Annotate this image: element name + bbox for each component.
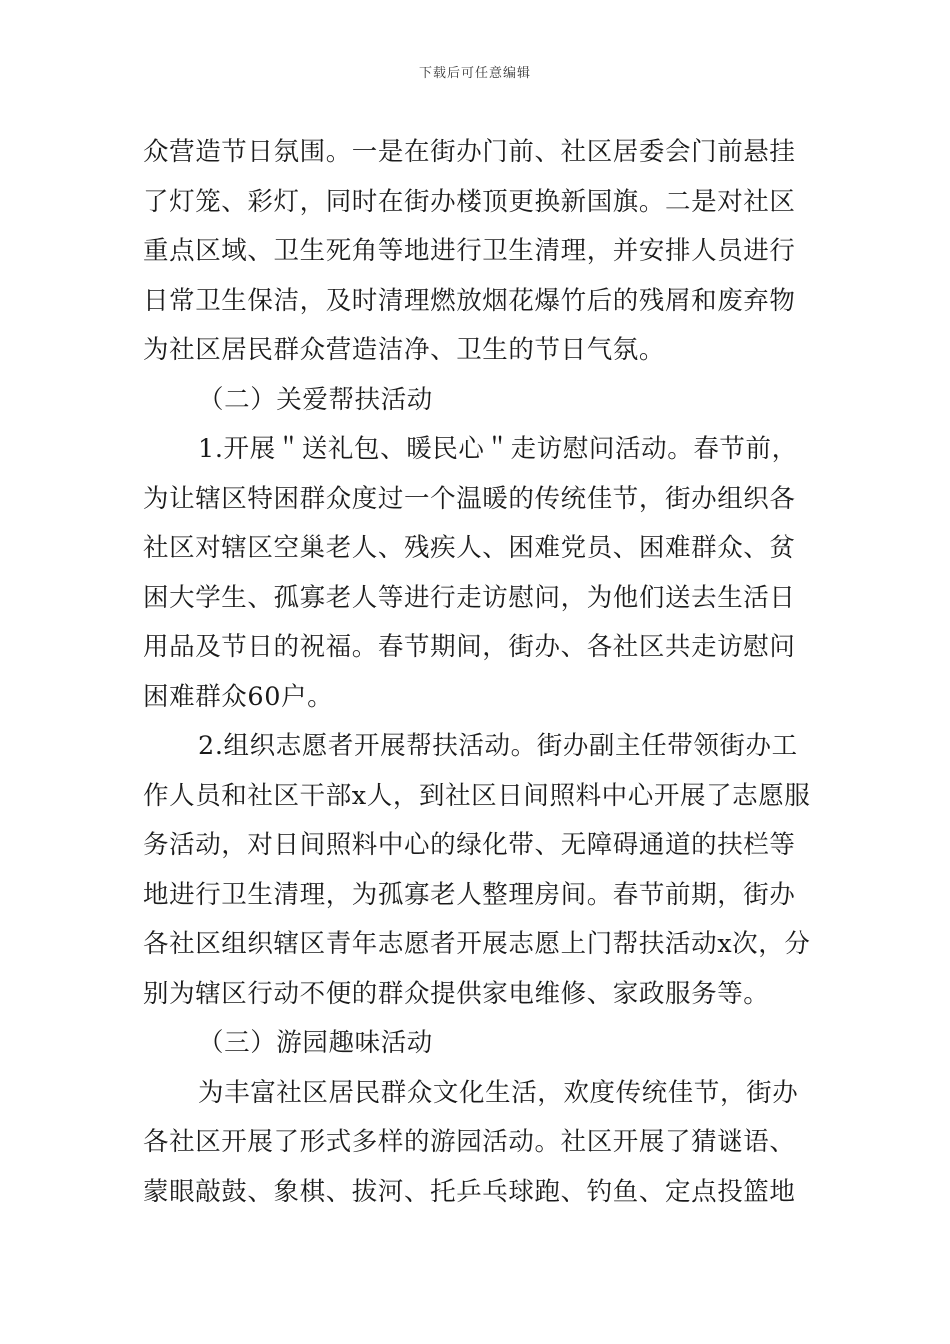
text-line: 地进行卫生清理，为孤寡老人整理房间。春节前期，街办 bbox=[143, 879, 796, 910]
text-line: （二）关爱帮扶活动 bbox=[198, 384, 433, 415]
text-line: 困难群众60户。 bbox=[143, 681, 334, 712]
text-line: 用品及节日的祝福。春节期间，街办、各社区共走访慰问 bbox=[143, 632, 796, 662]
text-line: 社区对辖区空巢老人、残疾人、困难党员、困难群众、贫 bbox=[143, 533, 796, 563]
text-line: 各社区组织辖区青年志愿者开展志愿上门帮扶活动x次，分 bbox=[143, 929, 811, 959]
page-header: 下载后可任意编辑 bbox=[418, 66, 531, 81]
text-line: 2.组织志愿者开展帮扶活动。街办副主任带领街办工 bbox=[198, 731, 798, 761]
text-line: 各社区开展了形式多样的游园活动。社区开展了猜谜语、 bbox=[143, 1127, 796, 1157]
text-line: （三）游园趣味活动 bbox=[198, 1028, 433, 1058]
document-body bbox=[143, 128, 811, 1217]
text-line: 别为辖区行动不便的群众提供家电维修、家政服务等。 bbox=[143, 978, 770, 1009]
text-line: 了灯笼、彩灯，同时在街办楼顶更换新国旗。二是对社区 bbox=[143, 186, 796, 217]
text-line: 作人员和社区干部x人，到社区日间照料中心开展了志愿服 bbox=[143, 780, 811, 811]
text-line: 务活动，对日间照料中心的绿化带、无障碍通道的扶栏等 bbox=[143, 830, 796, 860]
text-line: 日常卫生保洁，及时清理燃放烟花爆竹后的残屑和废弃物 bbox=[143, 285, 796, 316]
text-line: 蒙眼敲鼓、象棋、拔河、托乒乓球跑、钓鱼、定点投篮地 bbox=[143, 1176, 796, 1207]
text-line: 为社区居民群众营造洁净、卫生的节日气氛。 bbox=[143, 335, 666, 365]
text-line: 为丰富社区居民群众文化生活，欢度传统佳节，街办 bbox=[198, 1077, 799, 1108]
text-line: 1.开展＂送礼包、暖民心＂走访慰问活动。春节前， bbox=[198, 434, 798, 464]
text-line: 众营造节日氛围。一是在街办门前、社区居委会门前悬挂 bbox=[143, 137, 796, 167]
text-line: 重点区域、卫生死角等地进行卫生清理，并安排人员进行 bbox=[143, 236, 796, 266]
text-line: 为让辖区特困群众度过一个温暖的传统佳节，街办组织各 bbox=[143, 483, 796, 514]
text-line: 困大学生、孤寡老人等进行走访慰问，为他们送去生活日 bbox=[143, 582, 796, 613]
